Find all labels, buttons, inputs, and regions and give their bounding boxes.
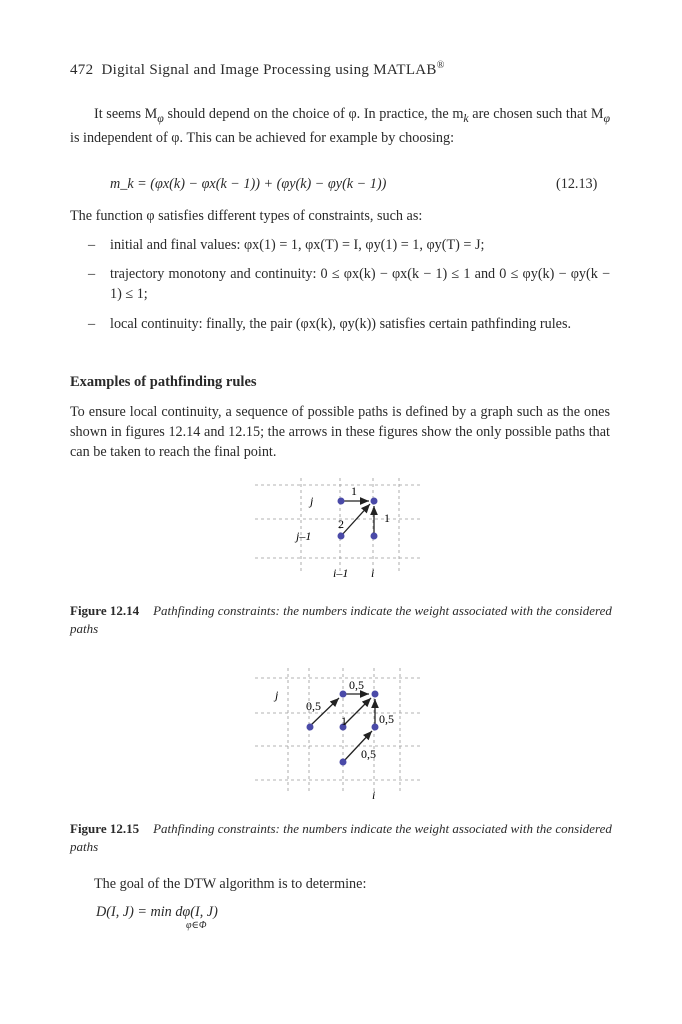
figure-12-14-caption: Figure 12.14 Pathfinding constraints: the numbers indicate the weight associated with the considered paths — [70, 603, 612, 636]
node-dot — [371, 498, 378, 505]
final-equation: D(I, J) = min dφ(I, J) — [96, 904, 218, 920]
weight-label: 0,5 — [349, 678, 364, 692]
goal-paragraph: The goal of the DTW algorithm is to determine: — [94, 876, 367, 892]
node-dot — [372, 691, 379, 698]
constraint-item: – initial and final values: φx(1) = 1, φx(T) = I, φy(1) = 1, φy(T) = J; — [88, 237, 485, 253]
weight-label: 0,5 — [306, 699, 321, 713]
axis-label-i: i — [371, 566, 375, 580]
registered-mark: ® — [436, 60, 445, 71]
equation-12-13: m_k = (φx(k) − φx(k − 1)) + (φy(k) − φy(k − 1)) — [110, 176, 387, 192]
section-title: Examples of pathfinding rules — [70, 374, 257, 390]
axis-label-j: j — [310, 494, 314, 508]
figure-12-15-caption: Figure 12.15 Pathfinding constraints: the numbers indicate the weight associated with the considered paths — [70, 821, 612, 854]
weight-label: 0,5 — [379, 712, 394, 726]
axis-label-i: i — [372, 788, 376, 802]
running-header — [70, 60, 445, 79]
book-title: Digital Signal and Image Processing using MATLAB — [101, 62, 437, 78]
weight-label: 1 — [351, 484, 357, 498]
node-dot — [372, 724, 379, 731]
intro-paragraph: It seems $M_\varphi$ should depend on the choice of φ. In practice, the $m_k$ are chosen such that $M_\varphi$ is independent of φ. This can be achieved for example by choosing: — [70, 106, 610, 146]
node-dot — [307, 724, 314, 731]
page-number: 472 — [70, 62, 94, 78]
path-arrow — [341, 504, 370, 536]
constraint-item: – local continuity: finally, the pair (φx(k), φy(k)) satisfies certain pathfinding rules. — [88, 316, 572, 332]
section-paragraph: To ensure local continuity, a sequence of possible paths is defined by a graph such as the ones shown in figures 12.14 and 12.15; the arrows in these figures show the only possible paths that can be taken to reach the final point. — [70, 404, 610, 460]
node-dot — [340, 759, 347, 766]
node-dot — [340, 691, 347, 698]
final-equation-subscript: φ∈Φ — [186, 920, 207, 931]
figure-12-15-graph — [255, 668, 425, 803]
constraints-intro: The function φ satisfies different types of constraints, such as: — [70, 208, 423, 224]
weight-label: 1 — [341, 714, 347, 728]
weight-label: 0,5 — [361, 747, 376, 761]
node-dot — [371, 533, 378, 540]
grid-lines — [255, 668, 420, 793]
weight-label: 1 — [384, 511, 390, 525]
axis-label-j-minus-1: j–1 — [296, 529, 312, 543]
axis-label-j: j — [275, 688, 279, 702]
node-dot — [338, 498, 345, 505]
axis-label-i-minus-1: i–1 — [333, 566, 349, 580]
node-dot — [338, 533, 345, 540]
figure-12-14-graph — [255, 478, 425, 583]
path-arrow — [343, 698, 371, 726]
equation-number: (12.13) — [556, 176, 598, 192]
constraint-item: – trajectory monotony and continuity: 0 ≤ φx(k) − φx(k − 1) ≤ 1 and 0 ≤ φy(k) − φy(k − 1) ≤ 1; — [88, 266, 610, 302]
weight-label: 2 — [338, 517, 344, 531]
